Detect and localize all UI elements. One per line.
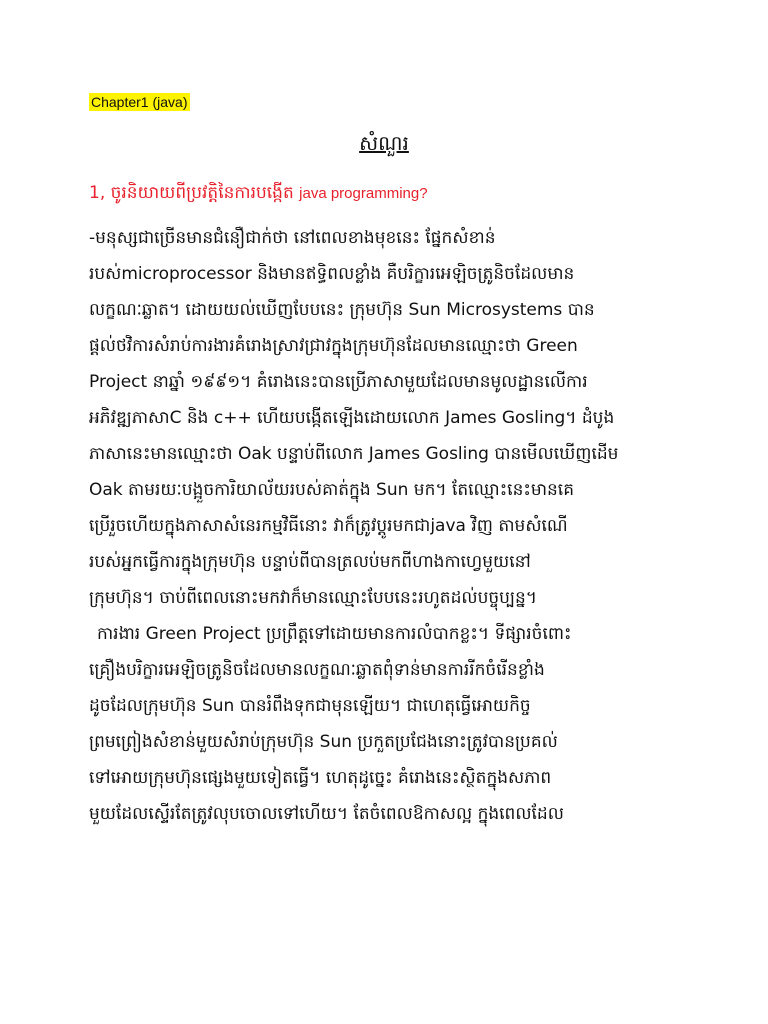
question-heading bbox=[89, 182, 718, 207]
text-line: របស់អ្នកធ្វើការក្នុងក្រុមហ៊ុន បន្ទាប់ពីបានត្រលប់មកពីហាងកាហ្វេមួយនៅ bbox=[89, 552, 531, 572]
text-line: ព្រមព្រៀងសំខាន់មួយសំរាប់ក្រុមហ៊ុន Sun ប្រកួតប្រជែងនោះត្រូវបានប្រគល់ bbox=[89, 732, 558, 752]
text-line: ភាសានេះមានឈ្មោះថា Oak បន្ទាប់ពីលោក James Gosling បានមើលឃើញដើម bbox=[89, 444, 619, 464]
text-line: មួយដែលស្ទើរតែត្រូវលុបចោលទៅហើយ។ តែចំពេលឱកាសល្អ ក្នុងពេលដែល bbox=[89, 804, 564, 824]
paragraph-2 bbox=[89, 616, 728, 832]
body-text bbox=[89, 220, 728, 832]
text-line: Oak តាមរយៈបង្អួចការិយាល័យរបស់គាត់ក្នុង Sun មក។ តែឈ្មោះនេះមានគេ bbox=[89, 480, 574, 500]
question-prefix: 1, ចូរនិយាយពីប្រវត្តិនៃការបង្កើត bbox=[89, 183, 300, 203]
text-line: លក្ខណៈឆ្លាត។ ដោយយល់ឃើញបែបនេះ ក្រុមហ៊ុន Sun Microsystems បាន bbox=[89, 300, 595, 320]
text-line: ការងារ Green Project ប្រព្រឹត្តទៅដោយមានការលំបាកខ្លះ។ ទីផ្សារចំពោះ bbox=[97, 624, 572, 644]
text-line: គ្រឿងបរិក្ខារអេឡិចត្រូនិចដែលមានលក្ខណៈឆ្លាតពុំទាន់មានការរីកចំរើនខ្លាំង bbox=[89, 660, 545, 680]
text-line: ប្រើរួចហើយក្នុងភាសាសំនេរកម្មវិធីនោះ វាក៏ត្រូវប្តូរមកជាjava វិញ តាមសំណើ bbox=[89, 516, 568, 536]
page-title: សំណួរ bbox=[359, 131, 409, 155]
paragraph-1 bbox=[89, 220, 728, 616]
text-line: -មនុស្សជាច្រើនមានជំនឿជាក់ថា នៅពេលខាងមុខនេះ ផ្នែកសំខាន់ bbox=[89, 228, 496, 248]
chapter-label-text: Chapter1 (java) bbox=[91, 94, 188, 110]
text-line: អភិវឌ្ឍភាសាC និង c++ ហើយបង្កើតឡើងដោយលោក James Gosling។ ដំបូង bbox=[89, 408, 615, 428]
question-latin: java programming? bbox=[299, 185, 428, 202]
chapter-label bbox=[89, 94, 190, 110]
text-line: ផ្តល់ថវិការសំរាប់ការងារគំរោងស្រាវជ្រាវក្នុងក្រុមហ៊ុនដែលមានឈ្មោះថា Green bbox=[89, 336, 578, 356]
text-line: ដូចដែលក្រុមហ៊ុន Sun បានរំពឹងទុកជាមុនឡើយ។ ជាហេតុធ្វើអោយកិច្ច bbox=[89, 696, 531, 716]
text-line: Project នាឆ្នាំ ១៩៩១។ គំរោងនេះបានប្រើភាសាមួយដែលមានមូលដ្ឋានលើការ bbox=[89, 372, 588, 392]
text-line: ក្រុមហ៊ុន។ ចាប់ពីពេលនោះមកវាក៏មានឈ្មោះបែបនេះរហូតដល់បច្ចុប្បន្ន។ bbox=[89, 588, 538, 608]
text-line: ទៅអោយក្រុមហ៊ុនផ្សេងមួយទៀតធ្វើ។ ហេតុដូច្នេះ គំរោងនេះស្ថិតក្នុងសភាព bbox=[89, 768, 552, 788]
text-line: របស់microprocessor និងមានឥទ្ធិពលខ្លាំង គឺបរិក្ខារអេឡិចត្រូនិចដែលមាន bbox=[89, 264, 575, 284]
